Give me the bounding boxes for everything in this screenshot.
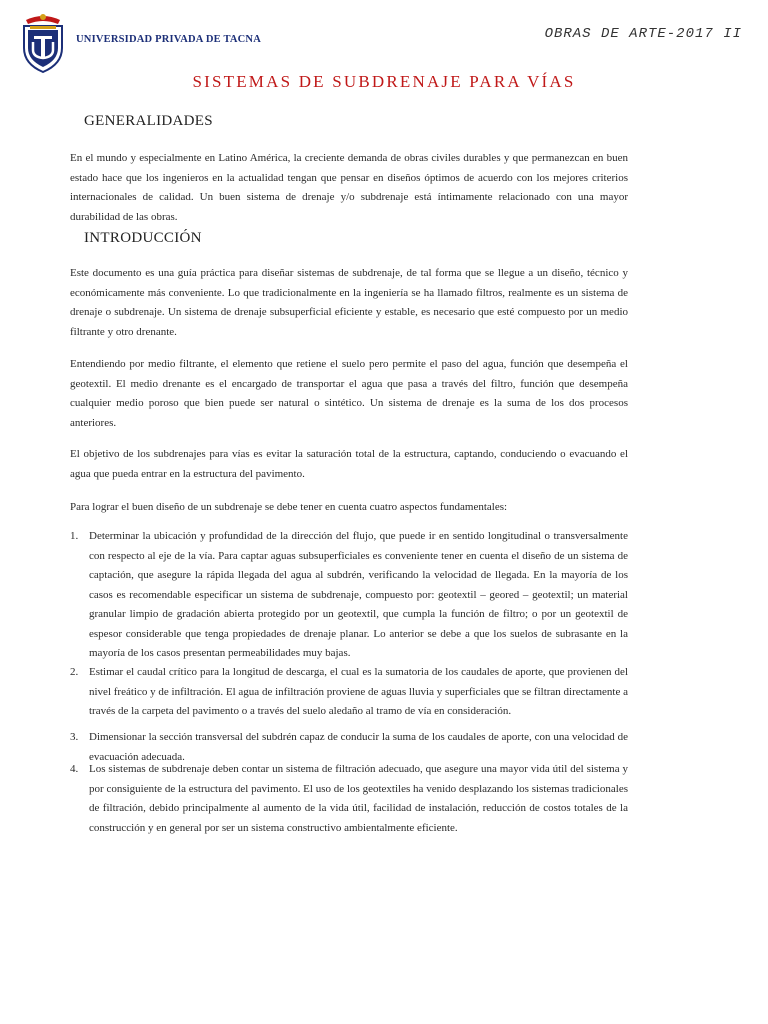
- paragraph-intro-4: Para lograr el buen diseño de un subdrenaje se debe tener en cuenta cuatro aspectos fundamentales:: [70, 501, 508, 513]
- paragraph-intro-1: Este documento es una guía práctica para diseñar sistemas de subdrenaje, de tal forma que se llegue a un diseño, técnico y económicamente más conveniente. Lo que tradicionalmente en la ingeniería se ha llamado filtros, realmente es un sistema de drenaje o subdrenaje. Un sistema de drenaje subsuperficial eficiente y estable, es necesario que esté compuesto por un medio filtrante y otro drenante.: [70, 267, 628, 338]
- list-item-text: Estimar el caudal crítico para la longitud de descarga, el cual es la sumatoria de los caudales de aporte, que provienen del nivel freático y de infiltración. El agua de infiltración proviene de aguas lluvia y superficiales que se filtran directamente a través de la carpeta del pavimento o a través del suelo aledaño al tramo de vía en consideración.: [89, 666, 628, 717]
- university-crest-icon: [18, 12, 68, 74]
- list-item: [70, 527, 628, 664]
- paragraph-generalidades: En el mundo y especialmente en Latino América, la creciente demanda de obras civiles durables y que permanezcan en buen estado hace que los ingenieros en la actualidad tengan que pensar en diseños óptimos de acuerdo con los mejores criterios internacionales de calidad. Un buen sistema de drenaje y/o subdrenaje está íntimamente relacionado con una mayor durabilidad de las obras.: [70, 152, 628, 223]
- list-item-number: 3.: [70, 731, 79, 743]
- document-title: SISTEMAS DE SUBDRENAJE PARA VÍAS: [192, 72, 576, 91]
- list-item: [70, 760, 628, 838]
- university-name: UNIVERSIDAD PRIVADA DE TACNA: [76, 34, 262, 45]
- list-item-text: Los sistemas de subdrenaje deben contar un sistema de filtración adecuado, que asegure una mayor vida útil del sistema y por consiguiente de la estructura del pavimento. El uso de los geotextiles ha venido desplazando los sistemas tradicionales de filtración, debido principalmente al aumento de la vida útil, facilidad de instalación, reducción de costos totales de la construcción y en general por ser un sistema constructivo ambientalmente eficiente.: [89, 763, 628, 834]
- list-item-number: 1.: [70, 530, 79, 542]
- course-label: OBRAS DE ARTE-2017 II: [544, 26, 742, 42]
- paragraph-intro-2: Entendiendo por medio filtrante, el elemento que retiene el suelo pero permite el paso del agua, función que desempeña el geotextil. El medio drenante es el encargado de transportar el agua que pasa a través del filtro, función que desempeña cualquier medio poroso que bien puede ser natural o sintético. Un sistema de drenaje es la suma de los dos procesos anteriores.: [70, 358, 628, 429]
- list-item-number: 4.: [70, 763, 79, 775]
- section-heading-introduccion: INTRODUCCIÓN: [84, 230, 202, 246]
- list-item-number: 2.: [70, 666, 79, 678]
- list-item-text: Determinar la ubicación y profundidad de la dirección del flujo, que puede ir en sentido longitudinal o transversalmente con respecto al eje de la vía. Para captar aguas subsuperficiales es conveniente tener en cuenta el diseño de un sistema de captación, que asegure la rápida llegada del agua al subdrén, verificando la velocidad de llegada. En la mayoría de los casos es recomendable especificar un sistema de subdrenaje, compuesto por: geotextil – geored – geotextil; un material granular limpio de gradación abierta protegido por un geotextil, que cumpla la función de filtro; o por un geotextil de espesor considerable que tenga propiedades de drenaje planar. Lo anterior se debe a que los suelos de subrasante en la mayoría de los casos presentan permeabilidades muy bajas.: [89, 530, 628, 659]
- paragraph-intro-3: El objetivo de los subdrenajes para vías es evitar la saturación total de la estructura, captando, conduciendo o evacuando el agua que pueda entrar en la estructura del pavimento.: [70, 448, 628, 480]
- list-item-text: Dimensionar la sección transversal del subdrén capaz de conducir la suma de los caudales de aporte, con una velocidad de evacuación adecuada.: [89, 731, 628, 763]
- list-item: [70, 663, 628, 722]
- section-heading-generalidades: GENERALIDADES: [84, 113, 213, 129]
